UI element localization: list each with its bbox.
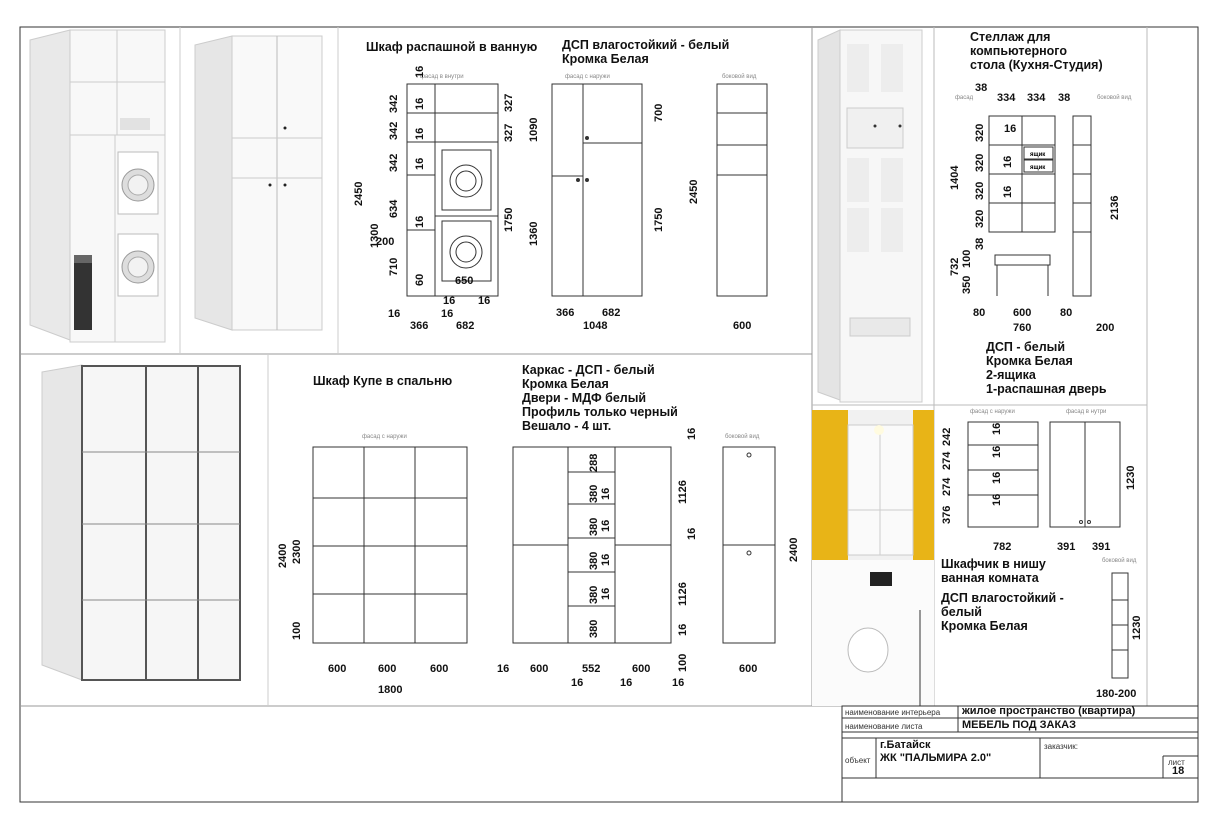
svg-text:682: 682 (456, 320, 475, 332)
svg-text:ящик: ящик (1030, 165, 1046, 171)
svg-text:2136: 2136 (1109, 195, 1121, 220)
svg-text:320: 320 (974, 181, 986, 200)
view-label: фасад в внутри (420, 74, 464, 80)
svg-text:16: 16 (600, 553, 612, 566)
svg-text:38: 38 (1058, 92, 1071, 104)
svg-text:80: 80 (973, 307, 986, 319)
svg-text:1404: 1404 (949, 165, 961, 190)
svg-text:634: 634 (388, 199, 400, 218)
svg-text:376: 376 (941, 505, 953, 524)
svg-text:1126: 1126 (677, 480, 689, 504)
svg-text:380: 380 (588, 619, 600, 638)
svg-text:274: 274 (941, 477, 953, 496)
svg-text:1750: 1750 (653, 207, 665, 232)
complex-name: ЖК "ПАЛЬМИРА 2.0" (880, 752, 992, 764)
svg-text:16: 16 (414, 97, 426, 110)
svg-text:16: 16 (991, 422, 1003, 435)
svg-text:600: 600 (632, 663, 651, 675)
niche-material: ДСП влагостойкий - белый Кромка Белая (941, 591, 1064, 633)
svg-text:760: 760 (1013, 322, 1032, 334)
dims-wardrobe-outside (528, 104, 665, 332)
dims-coupe (277, 428, 800, 696)
object-label: объект (845, 756, 871, 765)
svg-text:2400: 2400 (788, 537, 800, 562)
svg-text:38: 38 (974, 237, 986, 250)
svg-text:732: 732 (949, 257, 961, 276)
svg-text:274: 274 (941, 451, 953, 470)
svg-text:16: 16 (441, 308, 454, 320)
view-label: фасад в нутри (1066, 409, 1107, 415)
svg-text:320: 320 (974, 153, 986, 172)
svg-text:288: 288 (588, 453, 600, 472)
view-label: боковой вид (725, 434, 760, 440)
svg-text:782: 782 (993, 541, 1012, 553)
wardrobe-bathroom-material: ДСП влагостойкий - белый Кромка Белая (562, 38, 730, 66)
svg-text:700: 700 (653, 103, 665, 122)
view-label: боковой вид (722, 74, 757, 80)
svg-text:100: 100 (291, 621, 303, 640)
svg-text:16: 16 (414, 127, 426, 140)
sheet-label: наименование листа (845, 722, 923, 731)
svg-text:16: 16 (497, 663, 510, 675)
svg-text:16: 16 (414, 215, 426, 228)
page-label: лист (1168, 758, 1185, 767)
svg-text:2300: 2300 (291, 539, 303, 564)
svg-text:2450: 2450 (353, 181, 365, 206)
svg-text:1090: 1090 (528, 117, 540, 142)
svg-text:1360: 1360 (528, 221, 540, 246)
svg-text:391: 391 (1057, 541, 1076, 553)
svg-text:16: 16 (478, 295, 491, 307)
view-label: фасад с наружи (565, 74, 610, 80)
svg-text:16: 16 (991, 493, 1003, 506)
svg-text:380: 380 (588, 517, 600, 536)
svg-text:16: 16 (600, 587, 612, 600)
svg-text:1230: 1230 (1131, 615, 1143, 640)
svg-text:2400: 2400 (277, 543, 289, 568)
dims-wardrobe-inside (353, 66, 515, 332)
svg-text:16: 16 (600, 487, 612, 500)
svg-text:16: 16 (571, 677, 584, 689)
svg-text:1126: 1126 (677, 582, 689, 606)
svg-text:327: 327 (503, 93, 515, 112)
svg-text:320: 320 (974, 123, 986, 142)
svg-text:600: 600 (430, 663, 449, 675)
view-label: фасад с наружи (970, 409, 1015, 415)
svg-text:16: 16 (686, 427, 698, 440)
shelving-material: ДСП - белый Кромка Белая 2-ящика 1-распашная дверь (986, 340, 1107, 396)
svg-text:100: 100 (961, 249, 973, 268)
svg-text:200: 200 (376, 236, 395, 248)
svg-text:16: 16 (1002, 185, 1014, 198)
svg-text:100: 100 (677, 653, 689, 672)
city: г.Батайск (880, 739, 931, 751)
sheet-value: МЕБЕЛЬ ПОД ЗАКАЗ (962, 719, 1077, 731)
svg-text:80: 80 (1060, 307, 1073, 319)
interior-label: наименование интерьера (845, 708, 941, 717)
svg-text:366: 366 (556, 307, 575, 319)
svg-text:200: 200 (1096, 322, 1115, 334)
svg-text:650: 650 (455, 275, 474, 287)
svg-text:366: 366 (410, 320, 429, 332)
svg-text:600: 600 (378, 663, 397, 675)
svg-text:320: 320 (974, 209, 986, 228)
svg-text:16: 16 (600, 519, 612, 532)
page-number: 18 (1172, 765, 1185, 777)
svg-text:1048: 1048 (583, 320, 608, 332)
svg-text:600: 600 (328, 663, 347, 675)
svg-text:327: 327 (503, 123, 515, 142)
view-label: фасад с наружи (362, 434, 407, 440)
shelving-title: Стеллаж для компьютерного стола (Кухня-Студия) (970, 30, 1103, 72)
svg-text:342: 342 (388, 153, 400, 172)
svg-text:16: 16 (672, 677, 685, 689)
svg-text:682: 682 (602, 307, 621, 319)
wardrobe-bathroom-title: Шкаф распашной в ванную (366, 40, 538, 54)
svg-text:2450: 2450 (688, 179, 700, 204)
svg-text:16: 16 (443, 295, 456, 307)
svg-text:1230: 1230 (1125, 465, 1137, 490)
svg-text:16: 16 (620, 677, 633, 689)
svg-text:334: 334 (1027, 92, 1046, 104)
svg-text:38: 38 (975, 82, 988, 94)
svg-text:380: 380 (588, 551, 600, 570)
svg-text:ящик: ящик (1030, 152, 1046, 158)
svg-text:16: 16 (686, 527, 698, 540)
svg-text:600: 600 (530, 663, 549, 675)
view-label: боковой вид (1102, 558, 1137, 564)
svg-text:1300: 1300 (369, 223, 381, 248)
svg-text:350: 350 (961, 275, 973, 294)
niche-title: Шкафчик в нишу ванная комната (941, 557, 1046, 585)
svg-text:242: 242 (941, 427, 953, 446)
coupe-title: Шкаф Купе в спальню (313, 374, 453, 388)
svg-text:16: 16 (414, 157, 426, 170)
client-label: заказчик: (1044, 742, 1078, 751)
svg-text:600: 600 (1013, 307, 1032, 319)
svg-text:552: 552 (582, 663, 601, 675)
svg-text:60: 60 (414, 273, 426, 286)
svg-text:334: 334 (997, 92, 1016, 104)
svg-text:16: 16 (388, 308, 401, 320)
svg-text:391: 391 (1092, 541, 1111, 553)
svg-text:342: 342 (388, 121, 400, 140)
svg-text:16: 16 (677, 623, 689, 636)
svg-text:710: 710 (388, 257, 400, 276)
svg-text:16: 16 (1002, 155, 1014, 168)
svg-text:16: 16 (991, 445, 1003, 458)
interior-value: жилое пространство (квартира) (962, 705, 1136, 717)
svg-text:342: 342 (388, 94, 400, 113)
svg-text:16: 16 (414, 65, 426, 78)
dims-wardrobe-side (688, 180, 751, 332)
svg-text:600: 600 (739, 663, 758, 675)
svg-text:600: 600 (733, 320, 752, 332)
svg-text:180-200: 180-200 (1096, 688, 1137, 700)
svg-text:16: 16 (991, 471, 1003, 484)
svg-text:380: 380 (588, 484, 600, 503)
dims-shelving (949, 82, 1121, 334)
svg-text:16: 16 (1004, 123, 1017, 135)
svg-text:1800: 1800 (378, 684, 403, 696)
view-label: фасад (955, 95, 974, 101)
svg-text:380: 380 (588, 585, 600, 604)
view-label: боковой вид (1097, 95, 1132, 101)
svg-text:1750: 1750 (503, 207, 515, 232)
coupe-material: Каркас - ДСП - белый Кромка Белая Двери - МДФ белый Профиль только черный Вешало - 4 шт. (522, 363, 678, 433)
